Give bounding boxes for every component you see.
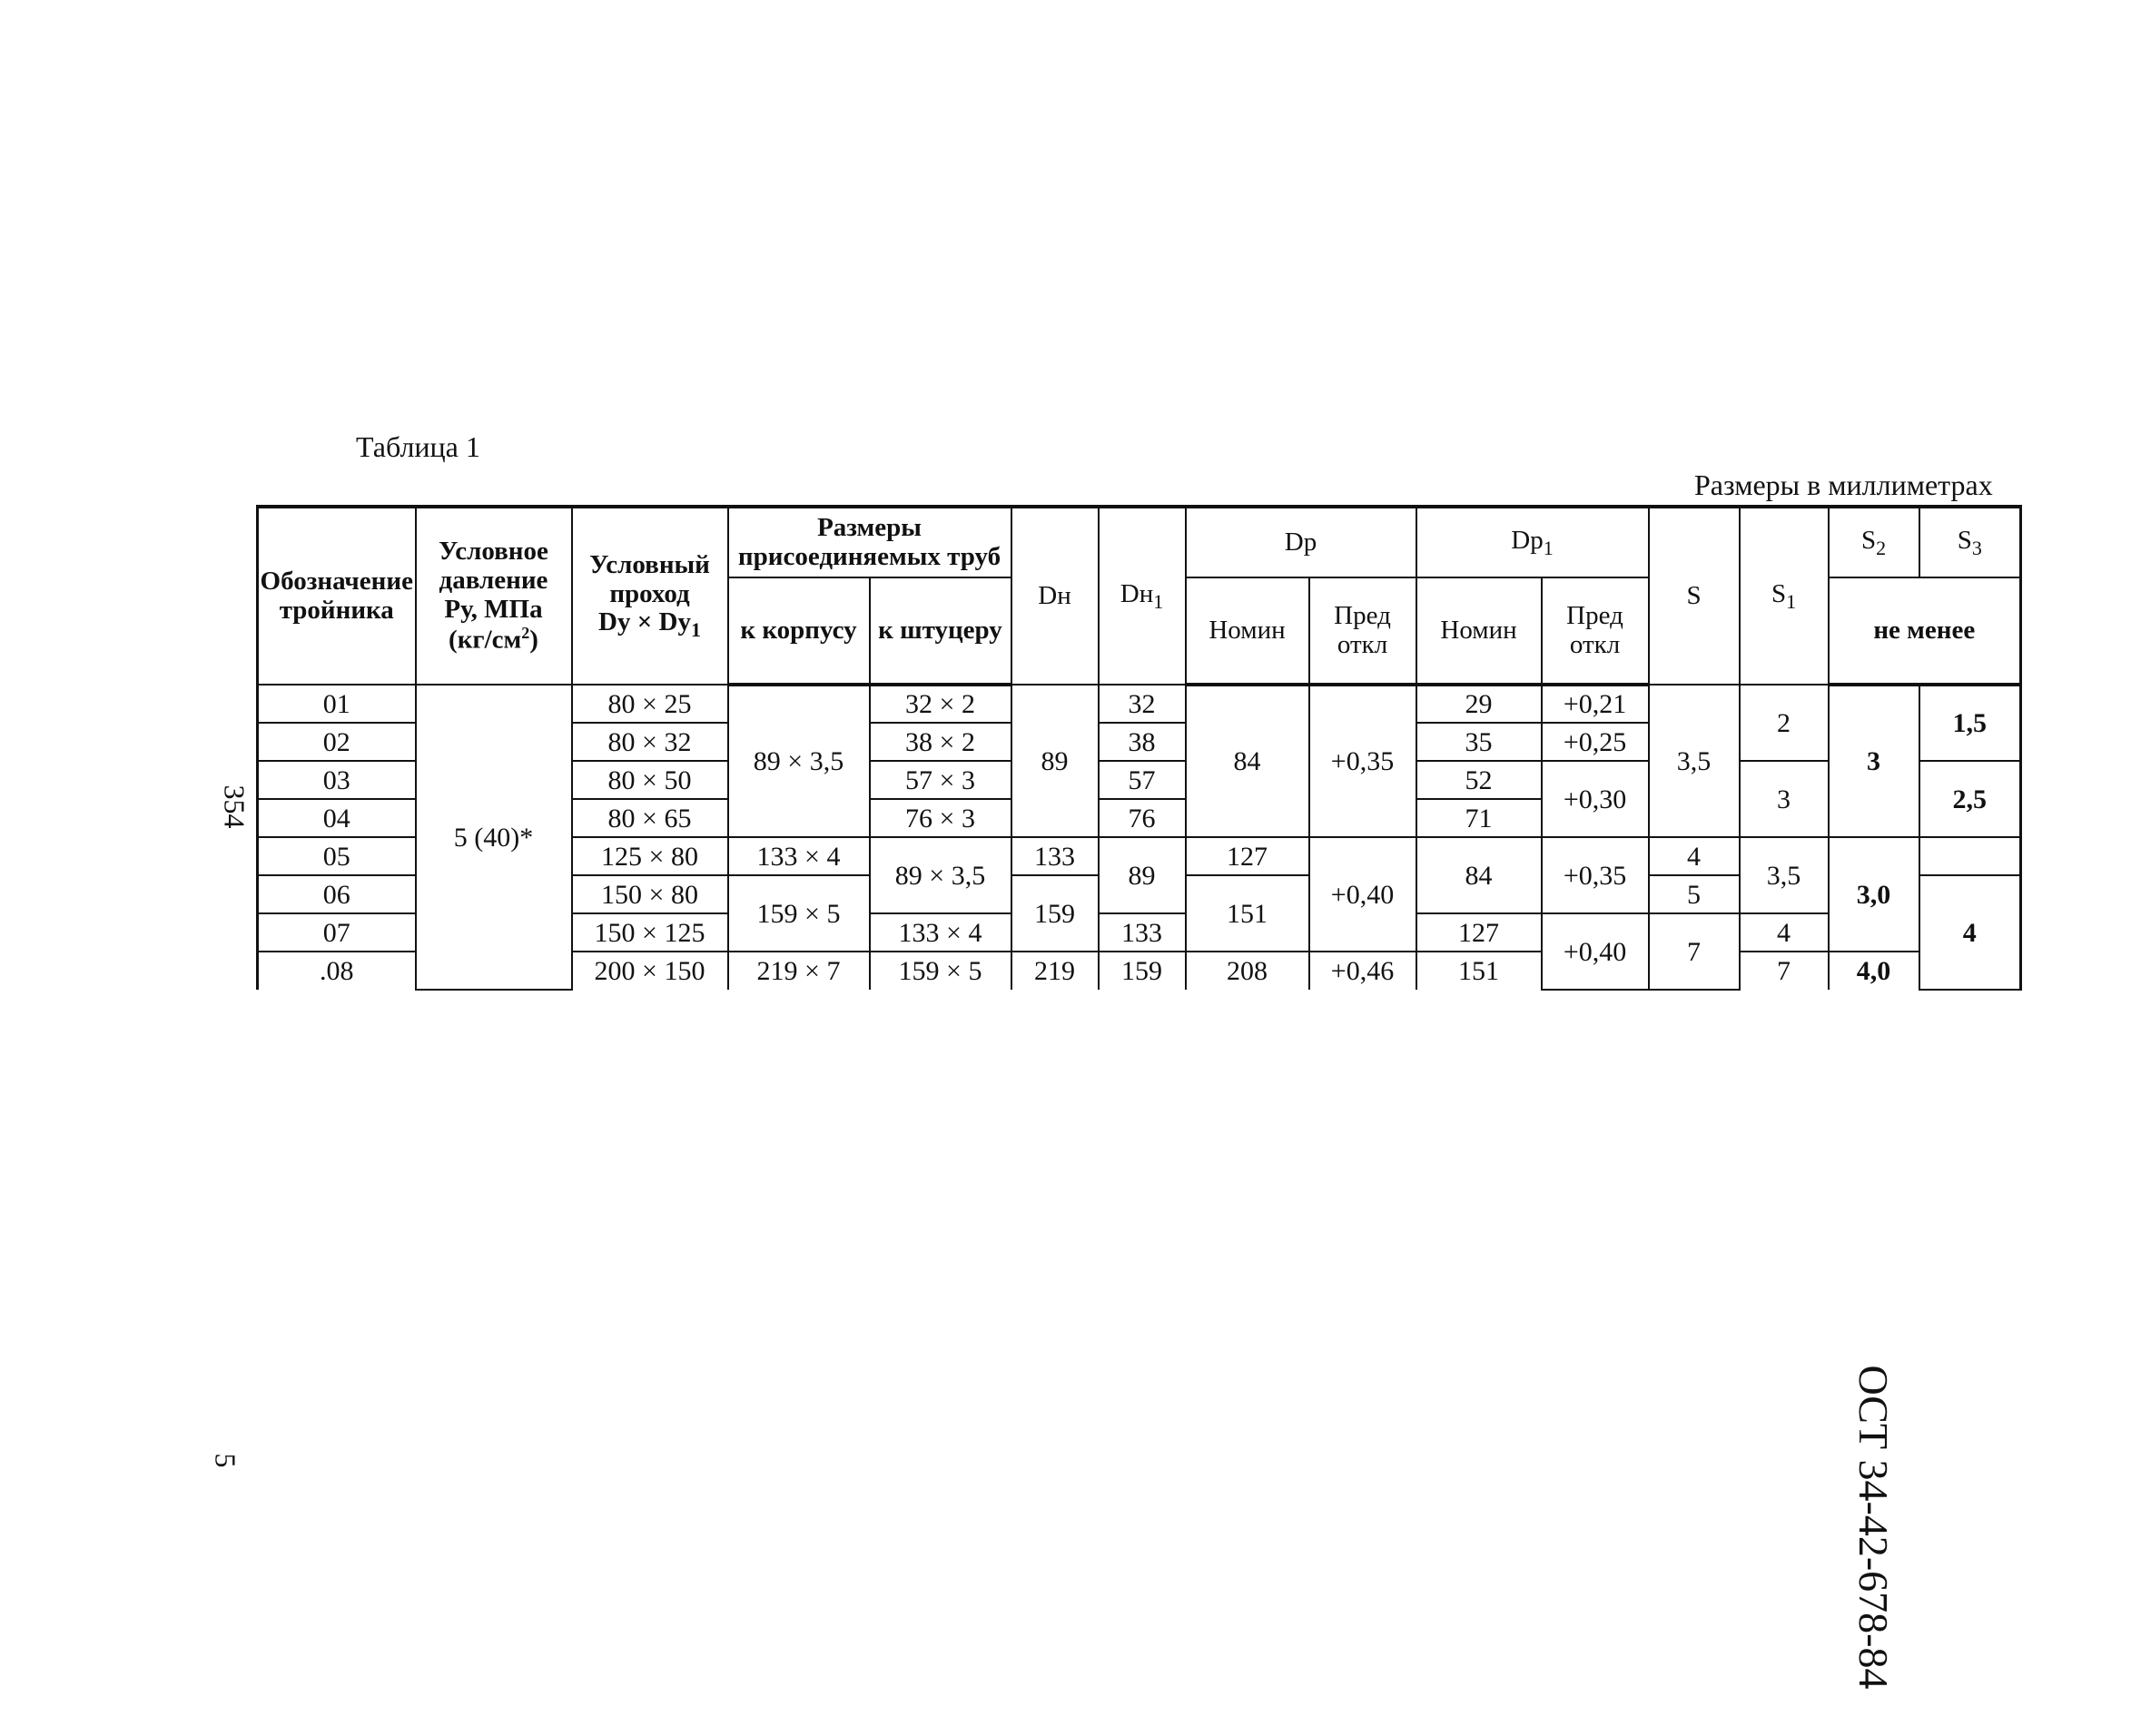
header-not-less: не менее: [1829, 577, 2021, 685]
cell-designation: .08: [258, 952, 416, 990]
header-s3-sub: 3: [1971, 536, 1982, 559]
cell-to-fitting: 32 × 2: [870, 685, 1011, 723]
cell-s1: 2: [1740, 685, 1829, 761]
header-to-fitting: к штуцеру: [870, 577, 1011, 685]
header-pipe-sizes: Размеры присоединяемых труб: [728, 507, 1011, 577]
cell-passage: 200 × 150: [572, 952, 728, 990]
header-passage-dy: Dy × Dy: [598, 607, 691, 637]
dimensions-table: [256, 505, 2022, 991]
header-pressure-close: ): [529, 625, 538, 655]
header-designation: Обозначение тройника: [258, 507, 416, 685]
header-pressure-line1: Условное давление: [439, 536, 548, 595]
cell-designation: 01: [258, 685, 416, 723]
cell-dn1: 89: [1099, 837, 1186, 913]
cell-dn1: 57: [1099, 761, 1186, 799]
page-number-bottom: 5: [209, 1453, 242, 1468]
cell-dp1-nominal: 35: [1416, 723, 1542, 761]
cell-dp1-nominal: 29: [1416, 685, 1542, 723]
header-pressure-line2: Ру, МПа: [444, 594, 543, 624]
cell-passage: 150 × 125: [572, 913, 728, 952]
header-s2: [1829, 507, 1919, 577]
header-s3-main: S: [1957, 525, 1972, 555]
cell-dp1-nominal: 84: [1416, 837, 1542, 913]
header-dn1: [1099, 507, 1186, 685]
header-s1-main: S: [1771, 578, 1787, 608]
cell-dp1-nominal: 71: [1416, 799, 1542, 837]
table-row: [258, 685, 2021, 723]
cell-dp-nominal: 127: [1186, 837, 1309, 875]
cell-to-fitting: 57 × 3: [870, 761, 1011, 799]
page-number-side: 354: [218, 784, 252, 829]
header-dp-tolerance: Пред откл: [1309, 577, 1416, 685]
cell-dp1-nominal: 52: [1416, 761, 1542, 799]
header-pressure-sup: 2: [521, 623, 530, 642]
cell-to-body: 219 × 7: [728, 952, 870, 990]
cell-dn: 219: [1011, 952, 1099, 990]
cell-to-body: 159 × 5: [728, 875, 870, 952]
cell-dp1-tolerance: +0,35: [1542, 837, 1649, 913]
cell-to-body: 89 × 3,5: [728, 685, 870, 837]
cell-s: 4: [1649, 837, 1740, 875]
header-dp1-tolerance: Пред откл: [1542, 577, 1649, 685]
header-s: S: [1649, 507, 1740, 685]
header-dp: Dp: [1186, 507, 1416, 577]
table-caption: Таблица 1: [356, 430, 480, 463]
header-dn: Dн: [1011, 507, 1099, 685]
header-s1: [1740, 507, 1829, 685]
cell-to-fitting: 159 × 5: [870, 952, 1011, 990]
cell-s: 3,5: [1649, 685, 1740, 837]
cell-dp-tolerance: +0,40: [1309, 837, 1416, 952]
cell-s1: 4: [1740, 913, 1829, 952]
cell-s: 5: [1649, 875, 1740, 913]
cell-designation: 07: [258, 913, 416, 952]
cell-designation: 06: [258, 875, 416, 913]
cell-dp-nominal: 208: [1186, 952, 1309, 990]
header-pressure-line3: (кг/см: [449, 625, 522, 655]
header-s3: [1919, 507, 2021, 577]
cell-dn: 89: [1011, 685, 1099, 837]
cell-s1: 3,5: [1740, 837, 1829, 913]
header-dp1-nominal: Номин: [1416, 577, 1542, 685]
cell-s: 7: [1649, 913, 1740, 990]
cell-dp-tolerance: +0,46: [1309, 952, 1416, 990]
cell-passage: 80 × 25: [572, 685, 728, 723]
cell-dp1-nominal: 127: [1416, 913, 1542, 952]
cell-to-fitting: 89 × 3,5: [870, 837, 1011, 913]
header-dn1-main: Dн: [1120, 578, 1154, 608]
cell-to-body: 133 × 4: [728, 837, 870, 875]
header-s1-sub: 1: [1786, 589, 1797, 613]
cell-designation: 03: [258, 761, 416, 799]
header-passage-sub: 1: [690, 618, 701, 642]
cell-passage: 80 × 65: [572, 799, 728, 837]
cell-designation: 04: [258, 799, 416, 837]
cell-dp-tolerance: +0,35: [1309, 685, 1416, 837]
cell-s1: 7: [1740, 952, 1829, 990]
cell-dn1: 32: [1099, 685, 1186, 723]
cell-dp-nominal: 151: [1186, 875, 1309, 952]
cell-dp-nominal: 84: [1186, 685, 1309, 837]
header-passage-line1: Условный проход: [589, 549, 710, 608]
cell-s2: 4: [1919, 875, 2021, 990]
cell-dn1: 38: [1099, 723, 1186, 761]
cell-dn1: 76: [1099, 799, 1186, 837]
cell-dp1-tolerance: +0,21: [1542, 685, 1649, 723]
cell-s3: 3,0: [1829, 837, 1919, 952]
cell-passage: 150 × 80: [572, 875, 728, 913]
header-dp1-sub: 1: [1543, 536, 1554, 559]
cell-dn1: 159: [1099, 952, 1186, 990]
header-pressure: [416, 507, 572, 685]
cell-to-fitting: 133 × 4: [870, 913, 1011, 952]
cell-passage: 125 × 80: [572, 837, 728, 875]
cell-s3: 2,5: [1919, 761, 2021, 837]
header-dp-nominal: Номин: [1186, 577, 1309, 685]
cell-passage: 80 × 32: [572, 723, 728, 761]
cell-dn: 159: [1011, 875, 1099, 952]
cell-designation: 02: [258, 723, 416, 761]
header-row-1: [258, 507, 2021, 577]
cell-designation: 05: [258, 837, 416, 875]
cell-to-fitting: 76 × 3: [870, 799, 1011, 837]
cell-dn: 133: [1011, 837, 1099, 875]
cell-s3: 4,0: [1829, 952, 1919, 990]
header-passage: [572, 507, 728, 685]
cell-s2: 3: [1829, 685, 1919, 837]
cell-s3: 1,5: [1919, 685, 2021, 761]
cell-dn1: 133: [1099, 913, 1186, 952]
header-dp1: [1416, 507, 1649, 577]
standard-code: ОСТ 34-42-678-84: [1850, 1365, 1897, 1690]
cell-dp1-tolerance: +0,30: [1542, 761, 1649, 837]
cell-dp1-nominal: 151: [1416, 952, 1542, 990]
cell-passage: 80 × 50: [572, 761, 728, 799]
cell-s1: 3: [1740, 761, 1829, 837]
cell-dp1-tolerance: +0,25: [1542, 723, 1649, 761]
header-dn1-sub: 1: [1153, 589, 1164, 613]
units-note: Размеры в миллиметрах: [1694, 469, 1993, 501]
cell-pressure: 5 (40)*: [416, 685, 572, 990]
header-to-body: к корпусу: [728, 577, 870, 685]
cell-to-fitting: 38 × 2: [870, 723, 1011, 761]
cell-dp1-tolerance: +0,40: [1542, 913, 1649, 990]
header-s2-main: S: [1860, 525, 1877, 555]
header-dp1-main: Dp: [1511, 525, 1544, 555]
header-s2-sub: 2: [1876, 536, 1887, 559]
